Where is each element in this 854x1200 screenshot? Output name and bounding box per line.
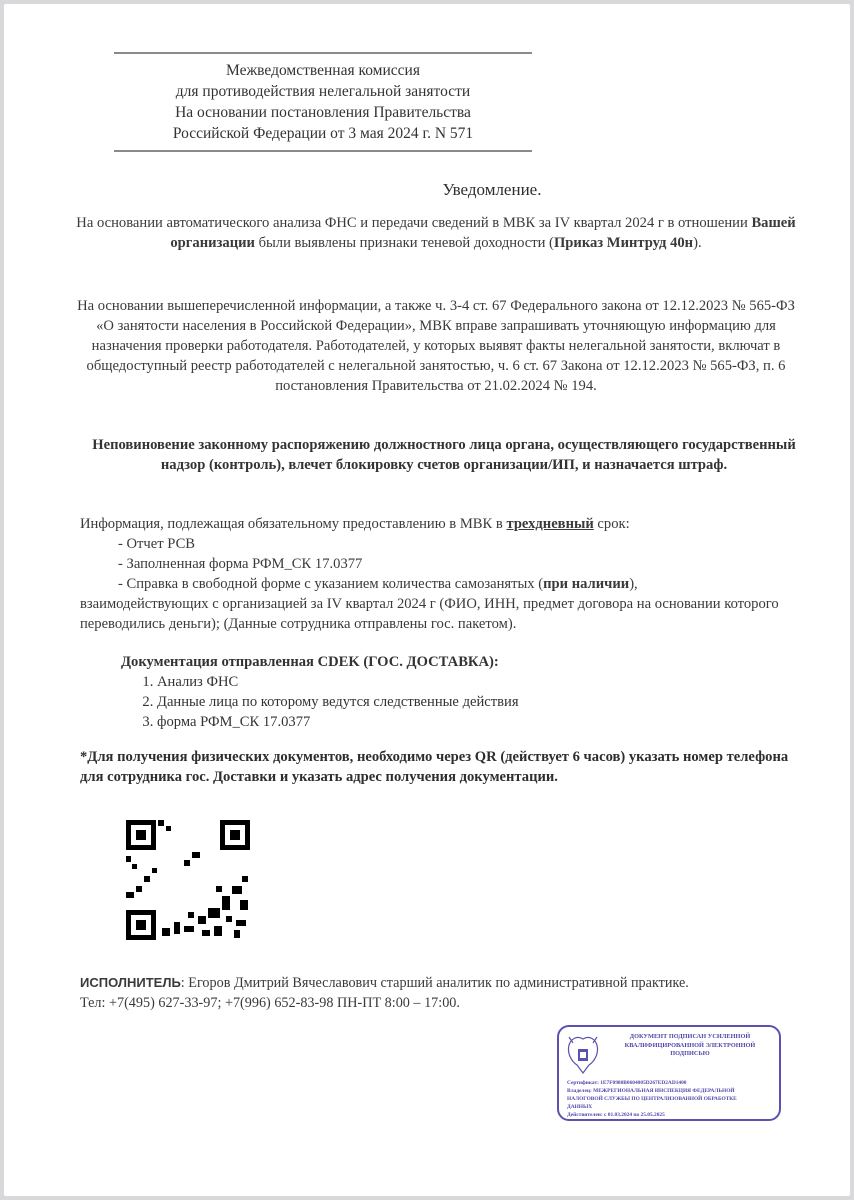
- text: срок:: [593, 516, 630, 532]
- required-info-intro: [80, 514, 800, 534]
- document-page: [4, 4, 850, 1196]
- text: ),: [629, 576, 638, 592]
- qr-instruction-note: *Для получения физических документов, необходимо через QR (действует 6 часов) указать номер телефона для сотрудника гос. Доставки и указать адрес получения документации.: [80, 749, 789, 785]
- header-top-rule: [114, 52, 532, 54]
- list-item: 1. Анализ ФНС: [157, 672, 519, 692]
- header-bottom-rule: [114, 150, 532, 152]
- sent-documents-heading: Документация отправленная CDEK (ГОС. ДОСТАВКА):: [121, 654, 499, 670]
- emphasis: Вашей организации: [170, 215, 796, 251]
- qr-code-icon[interactable]: [122, 816, 252, 944]
- emphasis: Приказ Минтруд 40н: [553, 235, 694, 251]
- executor-contacts: Тел: +7(495) 627-33-97; +7(996) 652-83-98 ПН-ПТ 8:00 – 17:00.: [80, 995, 460, 1011]
- stamp-line: Владелец: МЕЖРЕГИОНАЛЬНАЯ ИНСПЕКЦИЯ ФЕДЕРАЛЬНОЙ: [567, 1088, 735, 1094]
- header-line: для противодействия нелегальной занятости: [175, 83, 471, 100]
- deadline: трехдневный: [506, 516, 594, 532]
- text: На основании автоматического анализа ФНС и передачи сведений в МВК за IV квартал 2024 г в отношении: [76, 215, 752, 231]
- required-item-continued: взаимодействующих с организацией за IV квартал 2024 г (ФИО, ИНН, предмет договора на основании которого переводились деньги); (Данные сотрудника отправлены гос. пакетом).: [80, 596, 779, 632]
- electronic-signature-stamp: [557, 1025, 781, 1121]
- required-item: [80, 574, 800, 594]
- emphasis: при наличии: [543, 576, 630, 592]
- text: были выявлены признаки теневой доходности (: [254, 235, 554, 251]
- stamp-line: Сертификат: 1E7F0980B0604005D267ED2AD1400: [567, 1080, 687, 1086]
- stamp-line: НАЛОГОВОЙ СЛУЖБЫ ПО ЦЕНТРАЛИЗОВАННОЙ ОБРАБОТКЕ: [567, 1096, 737, 1102]
- list-item: 2. Данные лица по которому ведутся следственные действия: [157, 692, 519, 712]
- required-item: - Отчет РСВ: [118, 536, 196, 552]
- text: Информация, подлежащая обязательному предоставлению в МВК в: [80, 516, 507, 532]
- coat-of-arms-icon: [565, 1033, 601, 1077]
- stamp-title: ДОКУМЕНТ ПОДПИСАН УСИЛЕННОЙ КВАЛИФИЦИРОВАННОЙ ЭЛЕКТРОННОЙ ПОДПИСЬЮ: [624, 1033, 756, 1057]
- header-line: Межведомственная комиссия: [226, 62, 420, 79]
- executor-block: [80, 973, 820, 1013]
- text: ).: [693, 235, 702, 251]
- text: - Справка в свободной форме с указанием количества самозанятых (: [118, 576, 544, 592]
- required-info-section: [80, 514, 800, 634]
- stamp-line: Действителен: с 01.03.2024 по 25.05.2025: [567, 1112, 665, 1118]
- executor-label: ИСПОЛНИТЕЛЬ: [80, 975, 181, 990]
- warning-paragraph: Неповиновение законному распоряжению должностного лица органа, осуществляющего государственный надзор (контроль), влечет блокировку счетов организации/ИП, и назначается штраф.: [92, 437, 796, 473]
- header-line: На основании постановления Правительства: [175, 104, 471, 121]
- sent-documents-section: [121, 652, 519, 732]
- document-title: Уведомление.: [442, 180, 542, 199]
- executor-name: : Егоров Дмитрий Вячеславович старший аналитик по административной практике.: [180, 975, 689, 991]
- sent-documents-list: [121, 672, 519, 732]
- legal-basis-paragraph: На основании вышеперечисленной информации, а также ч. 3-4 ст. 67 Федерального закона от 12.12.2023 № 565-ФЗ «О занятости населения в Российской Федерации», МВК вправе запрашивать уточняющую информацию для назначения проверки работодателя. Работодателей, у которых выявят факты нелегальной занятости, включат в общедоступный реестр работодателей с нелегальной занятостью, ч. 6 ст. 67 Закона от 12.12.2023 № 565-ФЗ, п. 6 постановления Правительства от 21.02.2024 № 194.: [77, 298, 795, 394]
- list-item: 3. форма РФМ_СК 17.0377: [157, 712, 519, 732]
- header-line: Российской Федерации от 3 мая 2024 г. N 571: [172, 125, 474, 142]
- required-item: - Заполненная форма РФМ_СК 17.0377: [118, 556, 363, 572]
- notice-paragraph: [76, 213, 796, 253]
- stamp-line: ДАННЫХ: [567, 1104, 593, 1110]
- executor-line: [80, 973, 820, 993]
- stamp-details: [567, 1079, 777, 1119]
- issuer-header: [114, 60, 532, 144]
